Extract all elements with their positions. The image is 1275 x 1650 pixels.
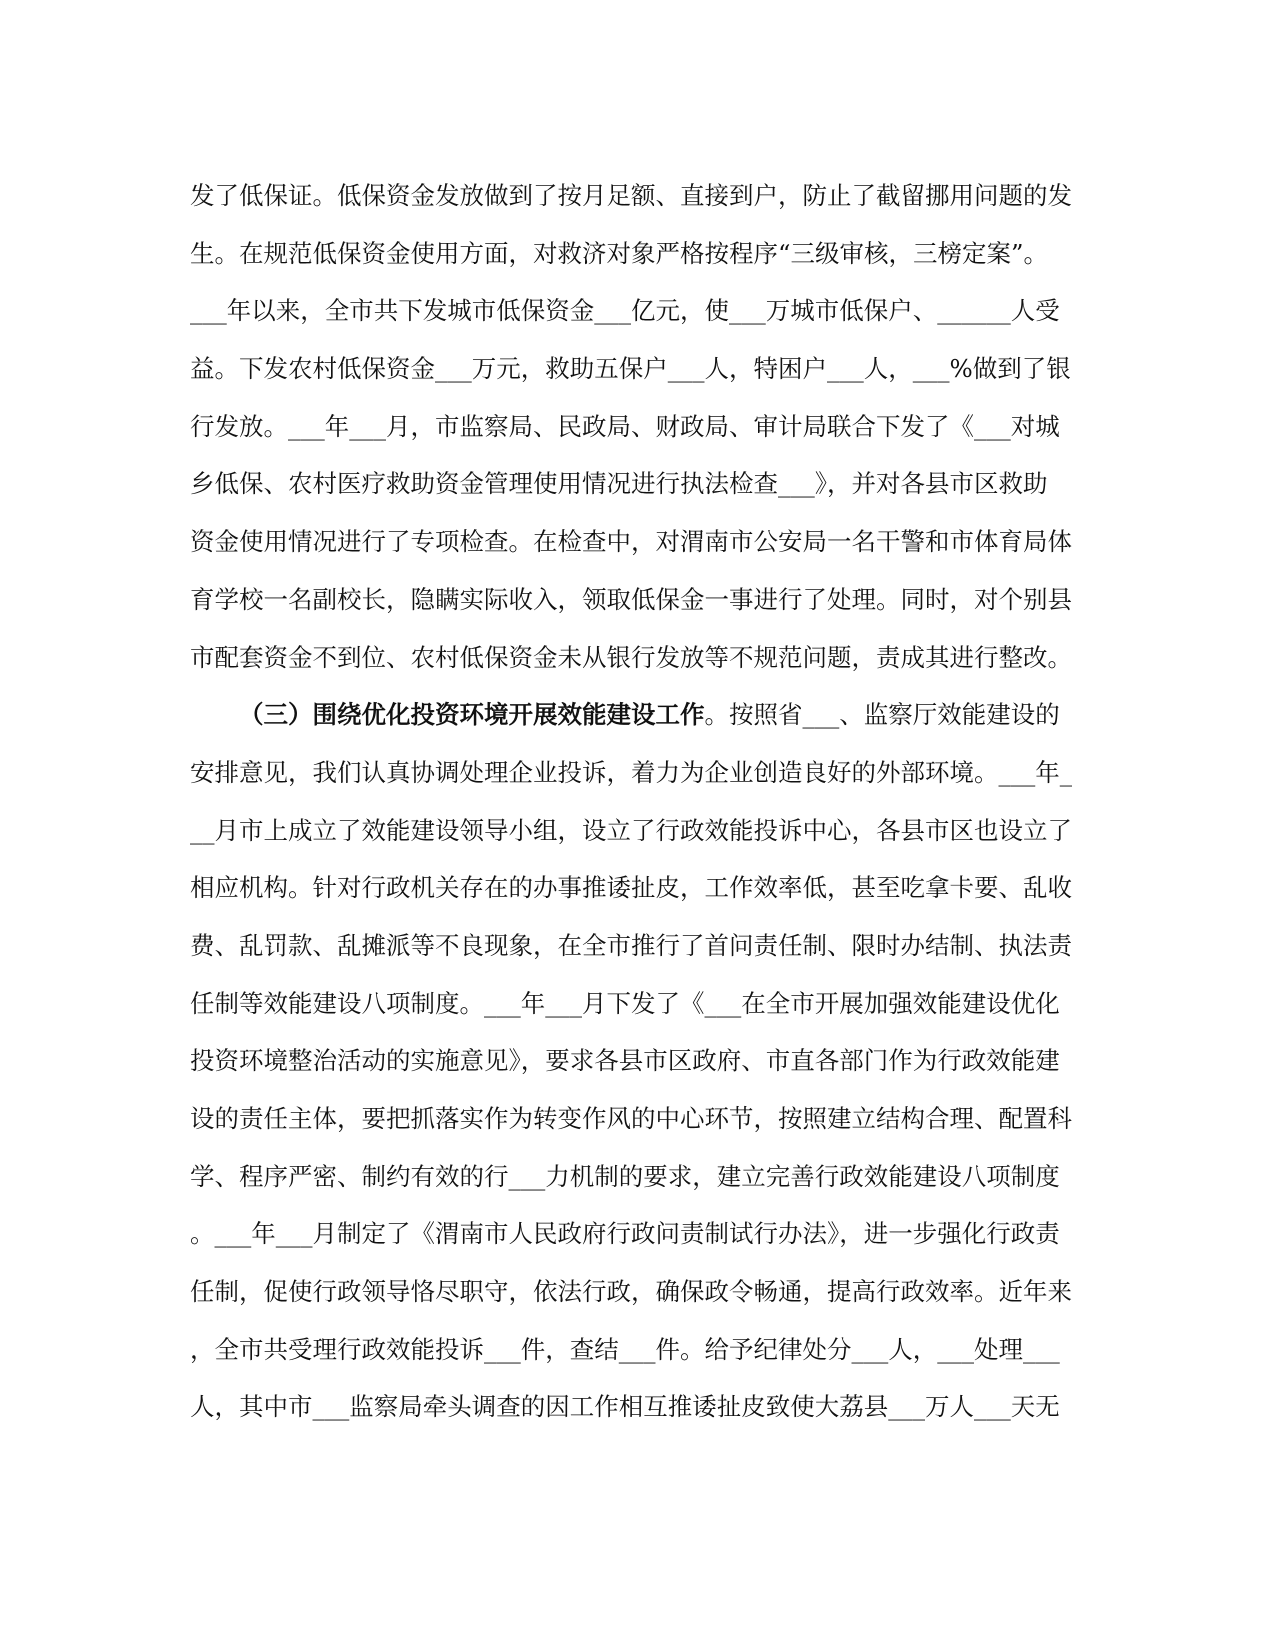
section-heading: （三）围绕优化投资环境开展效能建设工作 [239,700,705,730]
text-line: 设的责任主体，要把抓落实作为转变作风的中心环节，按照建立结构合理、配置科 [190,1104,1072,1133]
text-line: 资金使用情况进行了专项检查。在检查中，对渭南市公安局一名干警和市体育局体 [190,527,1072,557]
text-line: 人，其中市___监察局牵头调查的因工作相互推诿扯皮致使大荔县___万人___天无 [190,1392,1060,1422]
text-line: 育学校一名副校长，隐瞒实际收入，领取低保金一事进行了处理。同时，对个别县 [190,584,1072,614]
text-line: 任制等效能建设八项制度。___年___月下发了《___在全市开展加强效能建设优化 [190,988,1060,1018]
text-line: 相应机构。针对行政机关存在的办事推诿扯皮，工作效率低，甚至吃拿卡要、乱收 [190,873,1072,903]
text-line: ___年以来，全市共下发城市低保资金___亿元，使___万城市低保户、______人受 [190,296,1060,326]
text-line: 发了低保证。低保资金发放做到了按月足额、直接到户，防止了截留挪用问题的发 [190,181,1072,210]
text-line: 投资环境整治活动的实施意见》，要求各县市区政府、市直各部门作为行政效能建 [190,1046,1060,1076]
text-line: 乡低保、农村医疗救助资金管理使用情况进行执法检查___》，并对各县市区救助 [190,469,1048,499]
text-line: 任制，促使行政领导恪尽职守，依法行政，确保政令畅通，提高行政效率。近年来 [190,1277,1072,1307]
section-first-line [190,686,1090,744]
text-line: ，全市共受理行政效能投诉___件，查结___件。给予纪律处分___人，___处理___ [190,1334,1060,1364]
document-body [190,167,1090,1436]
text-line: 生。在规范低保资金使用方面，对救济对象严格按程序“三级审核，三榜定案”。 [190,238,1049,268]
text-line: 益。下发农村低保资金___万元，救助五保户___人，特困户___人，___%做到了银 [190,354,1071,384]
text-line: __月市上成立了效能建设领导小组，设立了行政效能投诉中心，各县市区也设立了 [190,815,1072,845]
section-first-line-rest: 。按照省___、监察厅效能建设的 [704,700,1060,730]
text-line: 市配套资金不到位、农村低保资金未从银行发放等不规范问题，责成其进行整改。 [190,642,1072,672]
text-line: 学、程序严密、制约有效的行___力机制的要求，建立完善行政效能建设八项制度 [190,1161,1060,1191]
text-line: 。___年___月制定了《渭南市人民政府行政问责制试行办法》，进一步强化行政责 [190,1219,1060,1249]
text-line: 行发放。___年___月，市监察局、民政局、财政局、审计局联合下发了《___对城 [190,411,1060,441]
text-line: 安排意见，我们认真协调处理企业投诉，着力为企业创造良好的外部环境。___年_ [190,757,1072,787]
text-line: 费、乱罚款、乱摊派等不良现象，在全市推行了首问责任制、限时办结制、执法责 [190,930,1072,960]
